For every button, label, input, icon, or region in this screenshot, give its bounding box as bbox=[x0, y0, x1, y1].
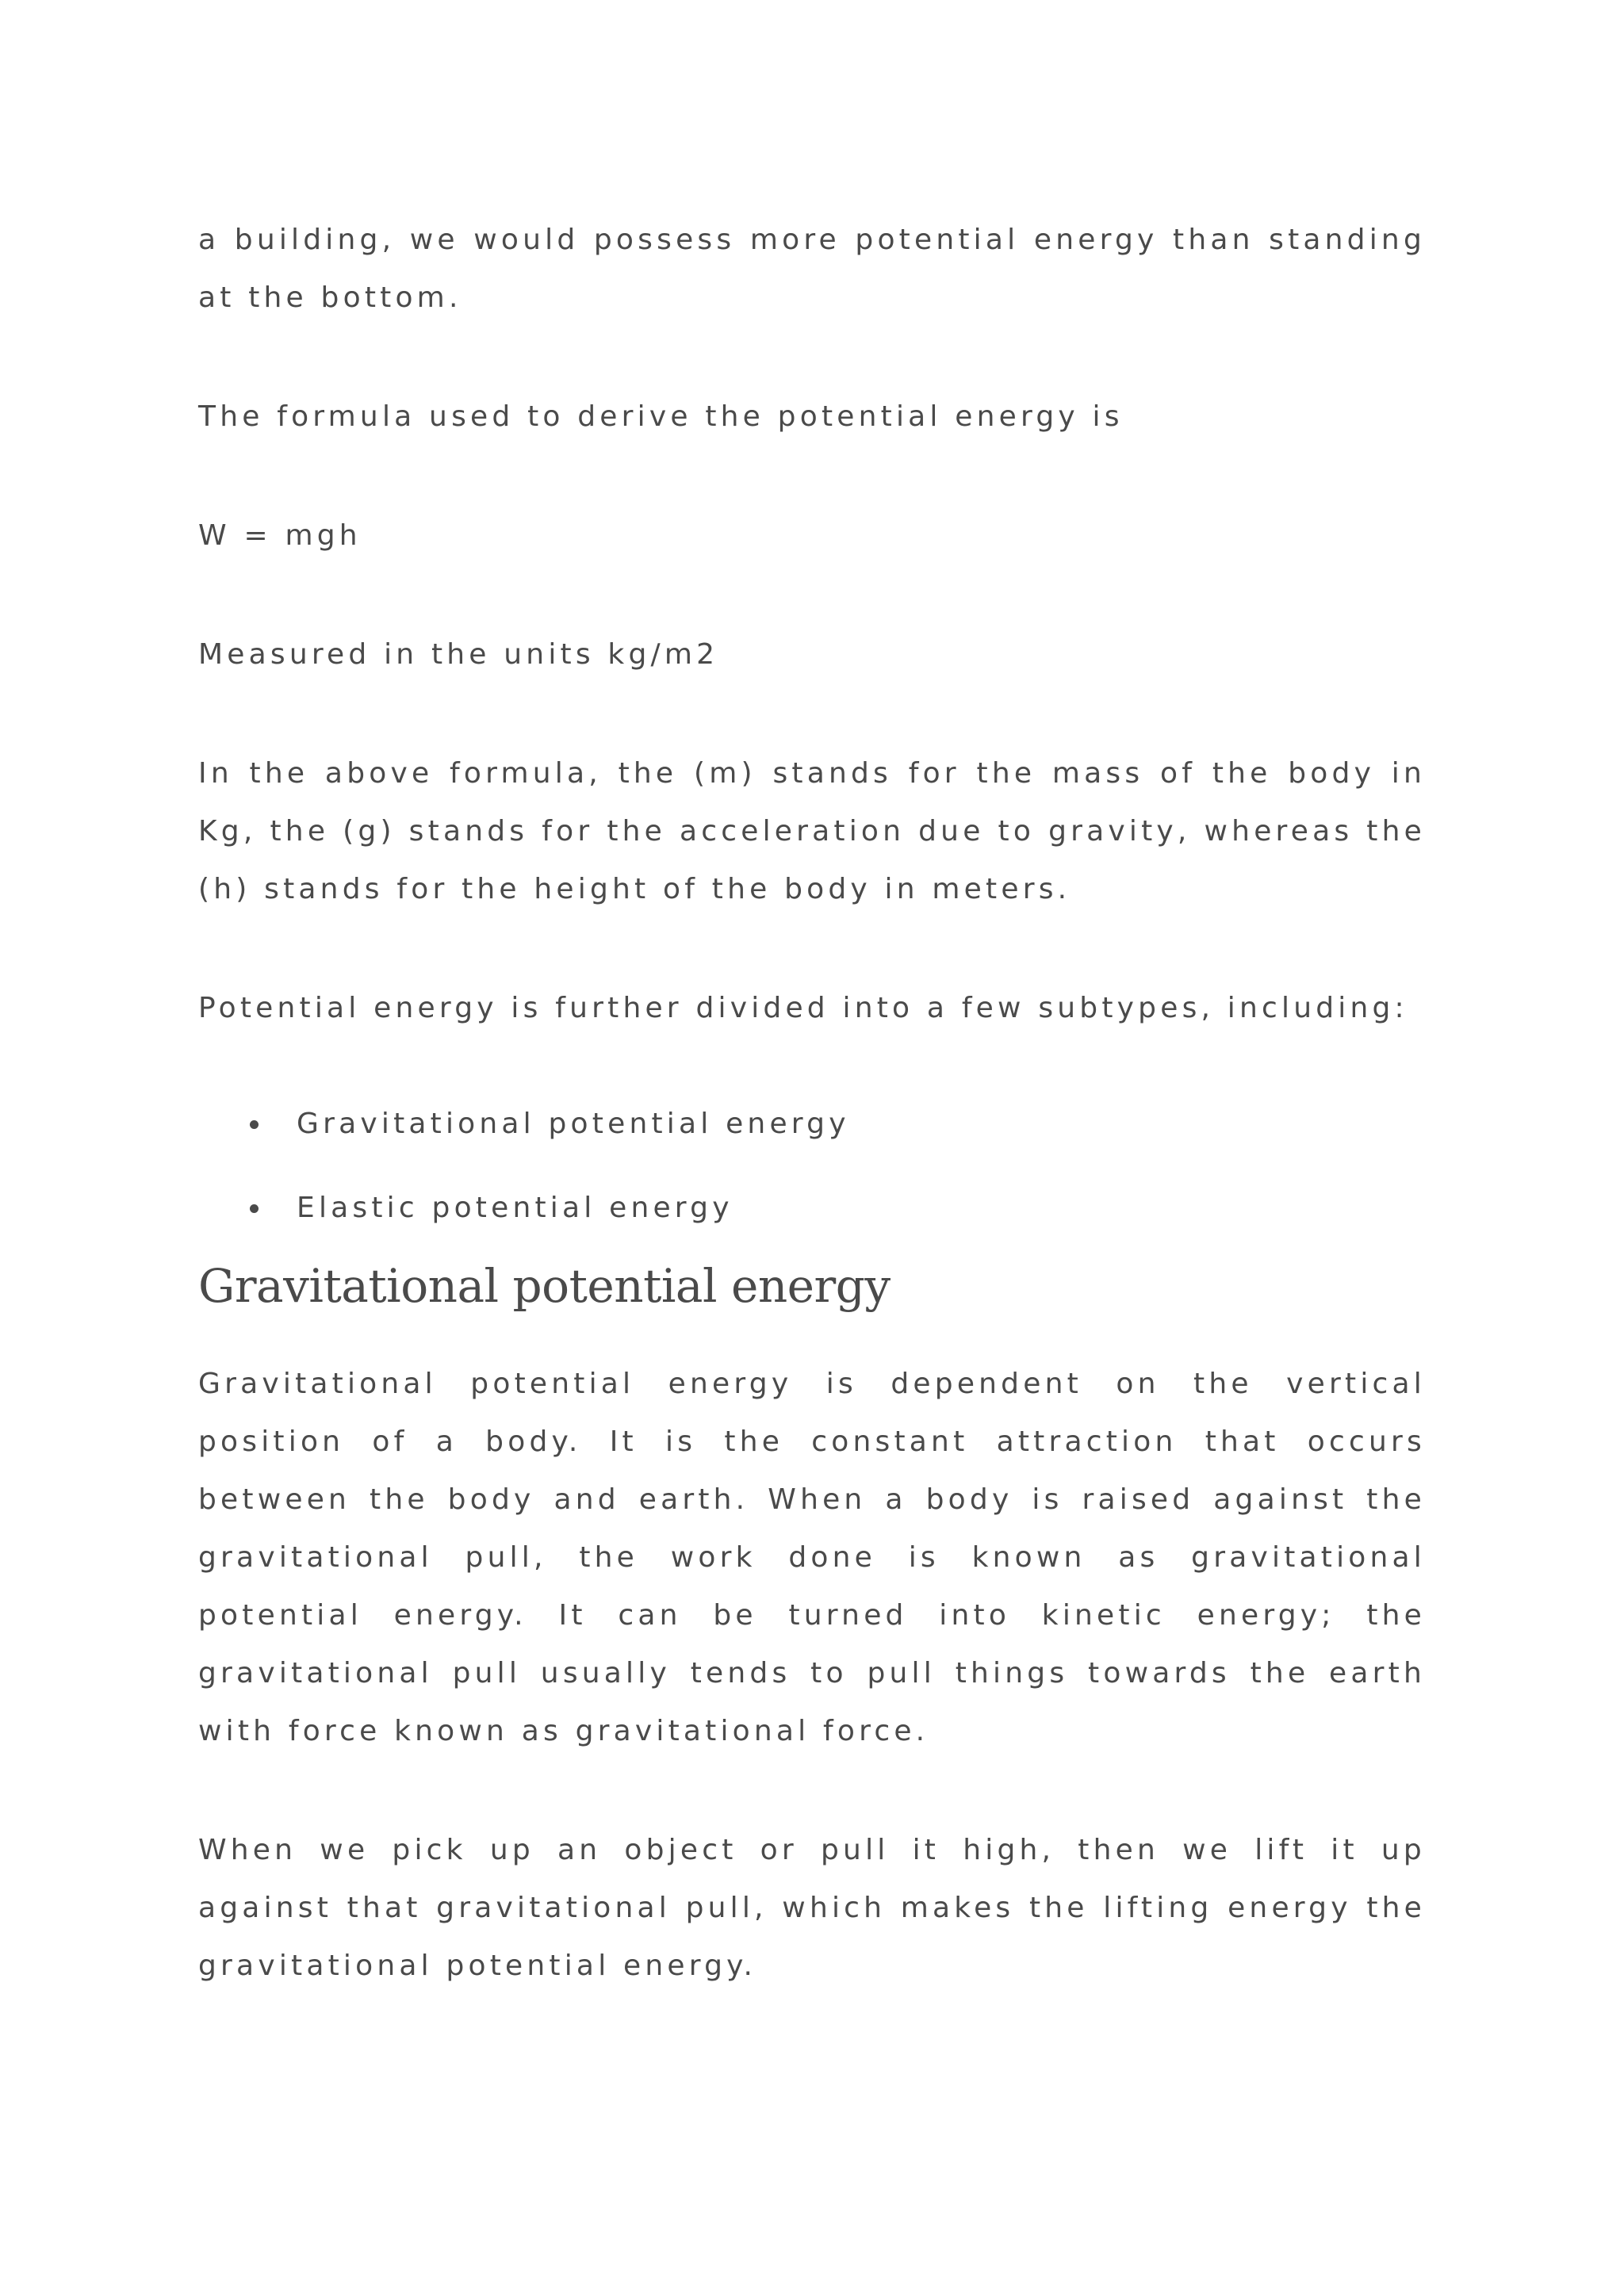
list-item bbox=[198, 1095, 1426, 1153]
paragraph-lifting-example: When we pick up an object or pull it high, then we lift it up against that gravitational pull, which makes the lifting energy the gravitational potential energy. bbox=[198, 1834, 1426, 1982]
bullet-icon bbox=[250, 1204, 259, 1213]
formula-text: W = mgh bbox=[198, 519, 362, 552]
list-item-label: Elastic potential energy bbox=[297, 1192, 733, 1224]
paragraph-subtypes-intro: Potential energy is further divided into a few subtypes, including: bbox=[198, 992, 1408, 1024]
section-heading: Gravitational potential energy bbox=[198, 1259, 891, 1313]
document-body bbox=[198, 211, 1426, 2056]
paragraph-building-continuation: a building, we would possess more potential energy than standing at the bottom. bbox=[198, 224, 1426, 314]
paragraph-gravitational-definition: Gravitational potential energy is dependent on the vertical position of a body. It is the constant attraction that occurs between the body and earth. When a body is raised against the gravitational pull, the work done is known as gravitational potential energy. It can be turned into kinetic energy; the gravitational pull usually tends to pull things towards the earth with force known as gravitational force. bbox=[198, 1368, 1426, 1747]
paragraph-units: Measured in the units kg/m2 bbox=[198, 638, 719, 671]
list-item-label: Gravitational potential energy bbox=[297, 1108, 850, 1140]
bullet-icon bbox=[250, 1120, 259, 1129]
paragraph-formula-intro: The formula used to derive the potential energy is bbox=[198, 400, 1124, 433]
list-item bbox=[198, 1179, 1426, 1237]
subtypes-list bbox=[198, 1095, 1426, 1237]
paragraph-formula-explanation: In the above formula, the (m) stands for the mass of the body in Kg, the (g) stands for the acceleration due to gravity, whereas the (h) stands for the height of the body in meters. bbox=[198, 757, 1426, 905]
